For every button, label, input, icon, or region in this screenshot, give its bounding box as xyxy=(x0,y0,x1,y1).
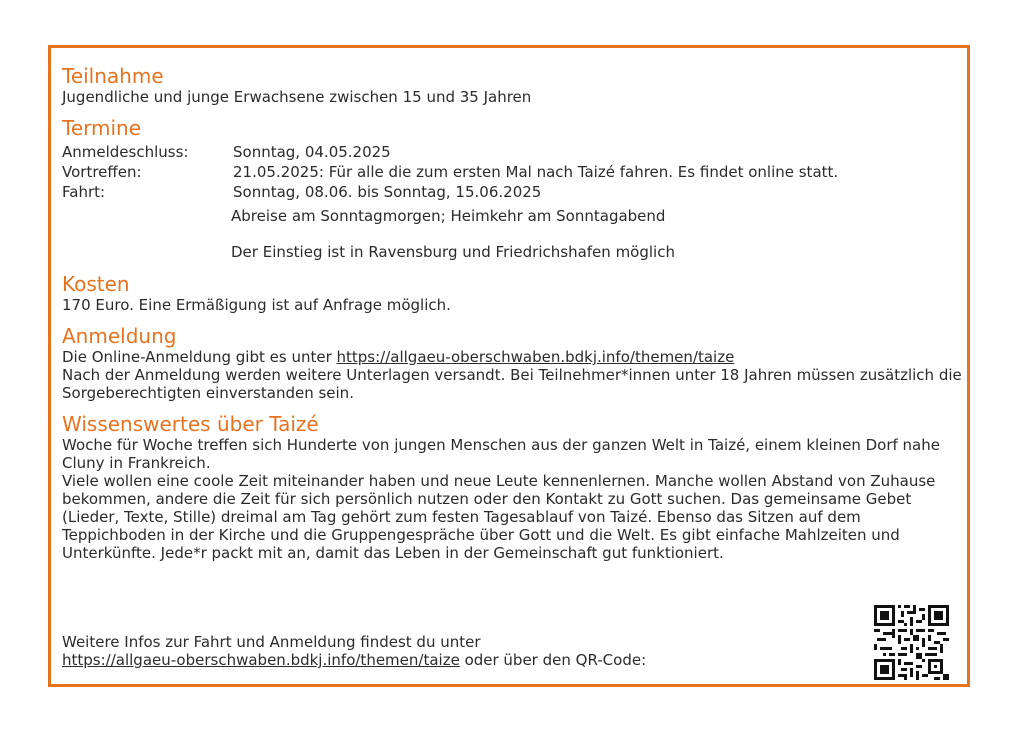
heading-anmeldung: Anmeldung xyxy=(62,324,177,348)
einstieg-text: Der Einstieg ist in Ravensburg und Friedrichshafen möglich xyxy=(231,243,675,261)
termin-label: Anmeldeschluss: xyxy=(62,143,189,161)
termin-value: 21.05.2025: Für alle die zum ersten Mal nach Taizé fahren. Es findet online statt. xyxy=(233,163,839,181)
termin-label: Fahrt: xyxy=(62,183,106,201)
section-termine xyxy=(62,116,962,262)
section-wissenswertes xyxy=(62,412,962,562)
wissenswertes-p1: Woche für Woche treffen sich Hunderte von jungen Menschen aus der ganzen Welt in Taizé, einem kleinen Dorf nahe Cluny in Frankreich. xyxy=(62,436,940,472)
teilnahme-text: Jugendliche und junge Erwachsene zwischen 15 und 35 Jahren xyxy=(62,88,532,106)
content xyxy=(62,64,962,572)
section-teilnahme xyxy=(62,64,962,106)
anmeldung-line xyxy=(62,348,962,366)
footer-line1: Weitere Infos zur Fahrt und Anmeldung findest du unter xyxy=(62,633,481,651)
qr-code-icon[interactable] xyxy=(874,605,949,680)
abreise-text: Abreise am Sonntagmorgen; Heimkehr am Sonntagabend xyxy=(231,207,666,225)
kosten-text: 170 Euro. Eine Ermäßigung ist auf Anfrage möglich. xyxy=(62,296,451,314)
heading-kosten: Kosten xyxy=(62,272,130,296)
section-anmeldung xyxy=(62,324,962,402)
anmeldung-link[interactable]: https://allgaeu-oberschwaben.bdkj.info/themen/taize xyxy=(336,348,735,366)
termin-row xyxy=(62,162,962,182)
termin-row xyxy=(62,142,962,162)
footer-info xyxy=(62,633,646,669)
footer-link[interactable]: https://allgaeu-oberschwaben.bdkj.info/themen/taize xyxy=(62,651,460,669)
section-kosten xyxy=(62,272,962,314)
heading-termine: Termine xyxy=(62,116,142,140)
anmeldung-text: Nach der Anmeldung werden weitere Unterlagen versandt. Bei Teilnehmer*innen unter 18 Jahren müssen zusätzlich die Sorgeberechtigten einverstanden sein. xyxy=(62,366,962,402)
termin-row xyxy=(62,182,962,202)
termin-value: Sonntag, 04.05.2025 xyxy=(233,143,391,161)
footer-suffix: oder über den QR-Code: xyxy=(459,651,647,669)
heading-wissenswertes: Wissenswertes über Taizé xyxy=(62,412,319,436)
footer-line2 xyxy=(62,651,646,669)
wissenswertes-p2: Viele wollen eine coole Zeit miteinander haben und neue Leute kennenlernen. Manche wollen Abstand von Zuhause bekommen, andere die Zeit für sich persönlich nutzen oder den Kontakt zu Gott suchen. Das gemeinsame Gebet (Lieder, Texte, Stille) dreimal am Tag gehört zum festen Tagesablauf von Taizé. Ebenso das Sitzen auf dem Teppichboden in der Kirche und die Gruppengespräche über Gott und die Welt. Es gibt einfache Mahlzeiten und Unterkünfte. Jede*r packt mit an, damit das Leben in der Gemeinschaft gut funktioniert. xyxy=(62,472,936,562)
termin-label: Vortreffen: xyxy=(62,163,142,181)
heading-teilnahme: Teilnahme xyxy=(62,64,164,88)
anmeldung-prefix: Die Online-Anmeldung gibt es unter xyxy=(62,348,337,366)
termin-value: Sonntag, 08.06. bis Sonntag, 15.06.2025 xyxy=(233,183,542,201)
